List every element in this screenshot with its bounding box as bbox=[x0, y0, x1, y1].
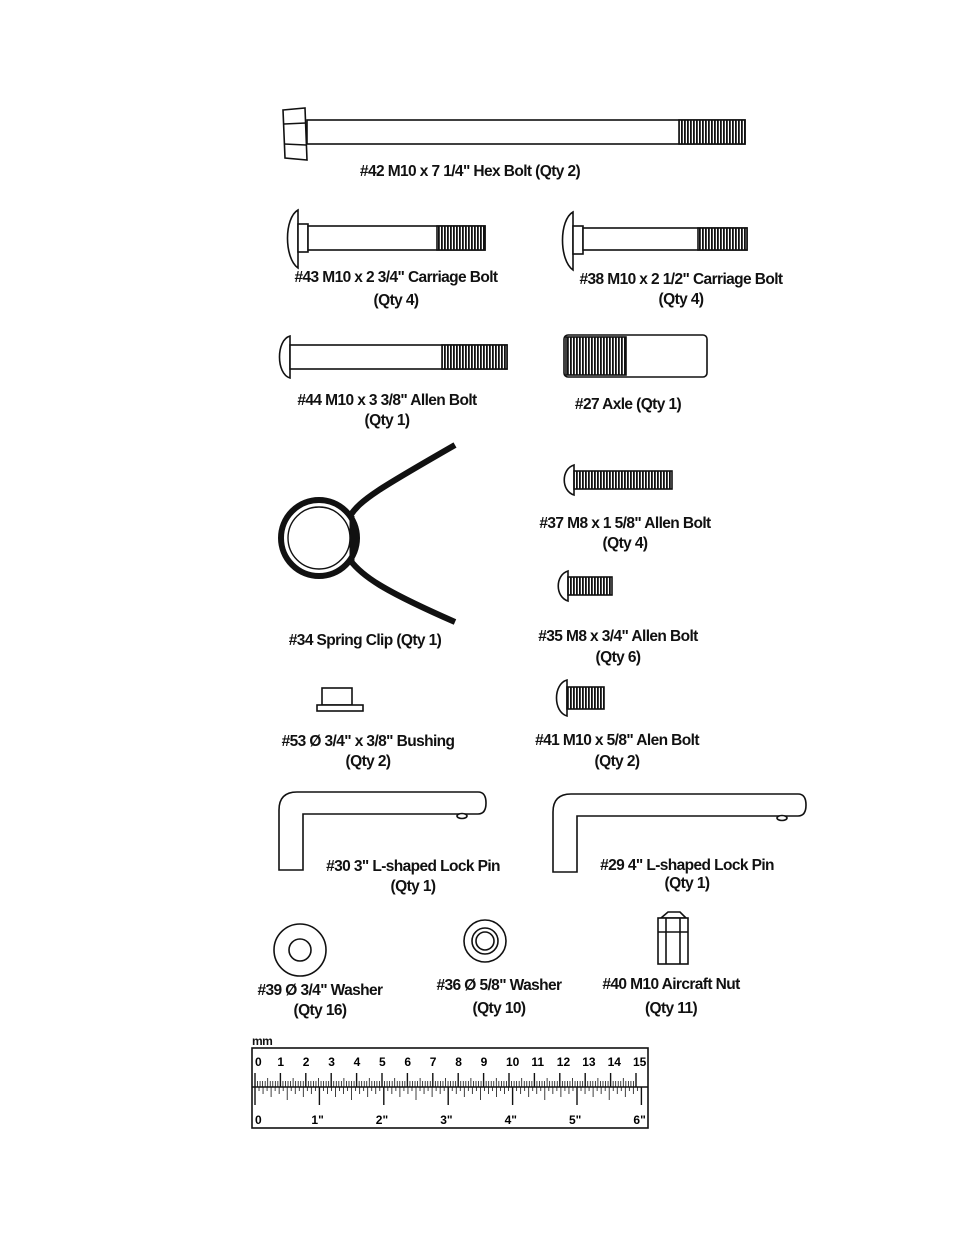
label-part-37 bbox=[510, 514, 740, 554]
carriage-bolt-43-drawing bbox=[288, 210, 486, 268]
part-44-line-1: #44 M10 x 3 3/8" Allen Bolt bbox=[297, 392, 477, 409]
cm-label: 12 bbox=[556, 1055, 571, 1069]
part-44-qty: (Qty 1) bbox=[364, 412, 410, 429]
inch-label: 1" bbox=[311, 1113, 324, 1127]
allen-bolt-41-drawing bbox=[557, 680, 605, 716]
ruler-unit-label: mm bbox=[252, 1034, 273, 1048]
part-34-line-1: #34 Spring Clip (Qty 1) bbox=[288, 632, 442, 649]
cm-label: 7 bbox=[429, 1055, 437, 1069]
cm-label: 15 bbox=[633, 1055, 647, 1069]
cm-label: 0 bbox=[255, 1055, 262, 1069]
part-35-line-1: #35 M8 x 3/4" Allen Bolt bbox=[538, 628, 698, 645]
part-29-line-1: #29 4" L-shaped Lock Pin bbox=[600, 857, 774, 874]
part-38-qty: (Qty 4) bbox=[658, 291, 704, 308]
label-part-44 bbox=[262, 391, 512, 431]
allen-bolt-44-drawing bbox=[280, 336, 508, 378]
part-30-qty: (Qty 1) bbox=[390, 878, 436, 895]
label-part-30 bbox=[300, 857, 526, 897]
axle-27-drawing bbox=[564, 335, 707, 377]
part-37-qty: (Qty 4) bbox=[602, 535, 648, 552]
cm-label: 10 bbox=[506, 1055, 520, 1069]
cm-label: 14 bbox=[607, 1055, 621, 1069]
cm-label: 11 bbox=[531, 1055, 545, 1069]
label-part-40 bbox=[578, 975, 764, 1019]
label-part-36 bbox=[414, 976, 584, 1019]
part-27-line-1: #27 Axle (Qty 1) bbox=[574, 396, 682, 413]
inch-label: 3" bbox=[440, 1113, 453, 1127]
part-30-line-1: #30 3" L-shaped Lock Pin bbox=[326, 858, 500, 875]
allen-bolt-37-drawing bbox=[564, 465, 672, 495]
label-part-27 bbox=[540, 395, 716, 415]
part-43-qty: (Qty 4) bbox=[373, 292, 419, 309]
cm-label: 13 bbox=[582, 1055, 596, 1069]
label-part-38 bbox=[550, 270, 812, 310]
part-40-qty: (Qty 11) bbox=[644, 1000, 698, 1017]
part-42-line-1: #42 M10 x 7 1/4" Hex Bolt (Qty 2) bbox=[359, 163, 581, 180]
cm-label: 4 bbox=[353, 1055, 361, 1069]
cm-label: 2 bbox=[302, 1055, 310, 1069]
allen-bolt-35-drawing bbox=[558, 571, 612, 601]
part-36-line-1: #36 Ø 5/8" Washer bbox=[436, 977, 562, 994]
washer-39-drawing bbox=[274, 924, 326, 976]
spring-clip-34-drawing bbox=[281, 445, 455, 622]
cm-label: 5 bbox=[379, 1055, 386, 1069]
cm-label: 8 bbox=[455, 1055, 462, 1069]
part-43-line-1: #43 M10 x 2 3/4" Carriage Bolt bbox=[294, 269, 498, 286]
carriage-bolt-38-drawing bbox=[563, 212, 748, 270]
inch-label: 6" bbox=[633, 1113, 646, 1127]
inch-label: 5" bbox=[569, 1113, 582, 1127]
measurement-ruler bbox=[252, 1048, 648, 1128]
part-53-line-1: #53 Ø 3/4" x 3/8" Bushing bbox=[281, 733, 455, 750]
label-part-53 bbox=[262, 732, 474, 772]
part-41-qty: (Qty 2) bbox=[594, 753, 640, 770]
part-39-qty: (Qty 16) bbox=[293, 1002, 347, 1019]
cm-label: 1 bbox=[277, 1055, 285, 1069]
cm-label: 9 bbox=[480, 1055, 488, 1069]
label-part-34 bbox=[260, 631, 470, 651]
part-53-qty: (Qty 2) bbox=[345, 753, 391, 770]
washer-36-drawing bbox=[464, 920, 506, 962]
label-part-43 bbox=[266, 268, 526, 311]
part-35-qty: (Qty 6) bbox=[595, 649, 641, 666]
aircraft-nut-40-drawing bbox=[658, 912, 688, 964]
label-part-39 bbox=[236, 981, 404, 1021]
hex-bolt-42-drawing bbox=[283, 108, 745, 160]
label-part-42 bbox=[300, 162, 640, 182]
label-part-41 bbox=[508, 731, 726, 772]
part-37-line-1: #37 M8 x 1 5/8" Allen Bolt bbox=[539, 515, 711, 532]
cm-label: 3 bbox=[328, 1055, 335, 1069]
bushing-53-drawing bbox=[317, 688, 363, 711]
part-29-qty: (Qty 1) bbox=[664, 875, 710, 892]
part-40-line-1: #40 M10 Aircraft Nut bbox=[602, 976, 740, 993]
inch-label: 2" bbox=[375, 1113, 389, 1127]
label-part-35 bbox=[510, 627, 726, 668]
inch-label: 4" bbox=[504, 1113, 517, 1127]
part-36-qty: (Qty 10) bbox=[472, 1000, 526, 1017]
part-38-line-1: #38 M10 x 2 1/2" Carriage Bolt bbox=[579, 271, 783, 288]
label-part-29 bbox=[572, 856, 802, 894]
part-39-line-1: #39 Ø 3/4" Washer bbox=[257, 982, 383, 999]
cm-label: 6 bbox=[404, 1055, 412, 1069]
inch-label: 0 bbox=[255, 1113, 262, 1127]
part-41-line-1: #41 M10 x 5/8" Alen Bolt bbox=[535, 732, 699, 749]
